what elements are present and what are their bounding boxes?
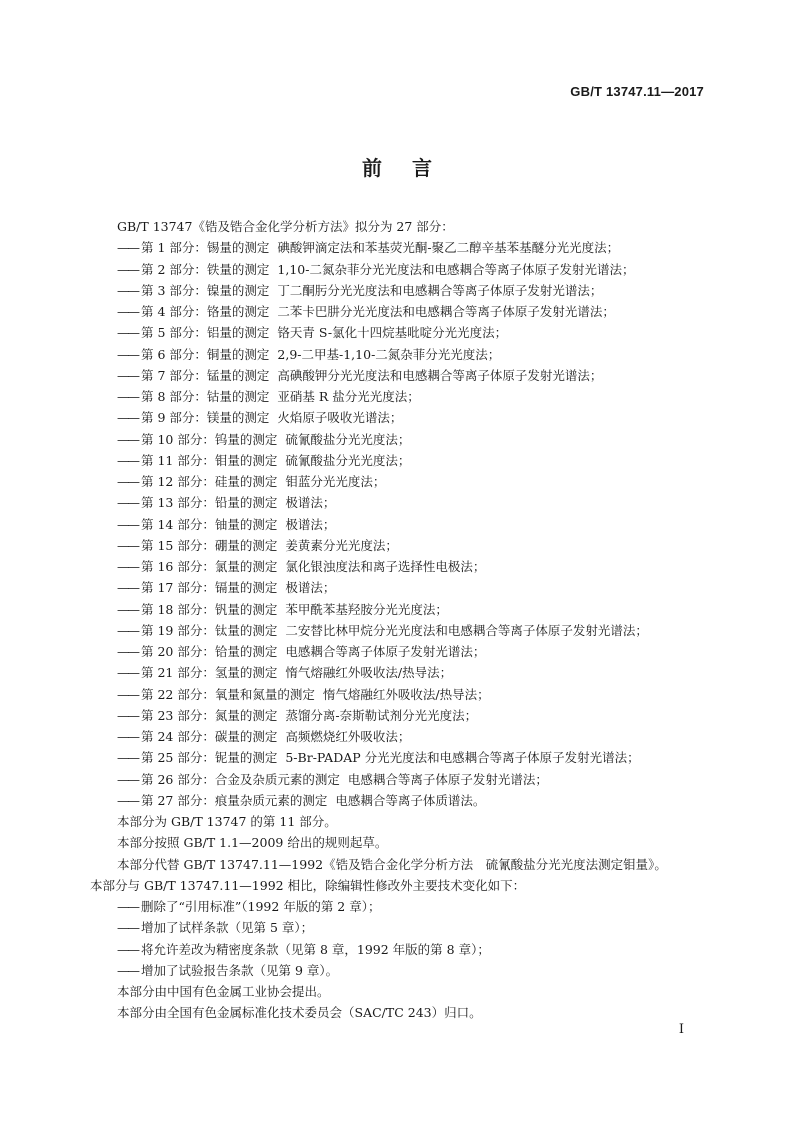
part-method: 高频燃烧红外吸收法；	[285, 729, 411, 744]
part-label: 第 12 部分：硅量的测定	[141, 474, 278, 489]
dash: ——	[117, 346, 138, 362]
change-text: 增加了试样条款（见第 5 章）；	[141, 920, 314, 936]
part-label: 第 1 部分：锡量的测定	[141, 240, 270, 256]
intro-paragraph: GB/T 13747《锆及锆合金化学分析方法》拟分为 27 部分：	[117, 219, 454, 234]
part-method: 惰气熔融红外吸收法/热导法；	[285, 665, 453, 681]
change-text: 增加了试验报告条款（见第 9 章）。	[141, 962, 339, 978]
part-method: 1,10-二氮杂菲分光光度法和电感耦合等离子体原子发射光谱法；	[277, 261, 635, 277]
dash: ——	[117, 644, 138, 659]
page-title: 前言	[362, 156, 462, 180]
dash: ——	[117, 920, 138, 936]
part-label: 第 25 部分：铌量的测定	[141, 750, 278, 766]
part-item	[90, 641, 705, 662]
part-item	[90, 726, 705, 747]
dash: ——	[117, 325, 138, 341]
proposed-by-statement: 本部分由中国有色金属工业协会提出。	[117, 984, 330, 999]
part-label: 第 6 部分：铜量的测定	[141, 346, 270, 362]
change-item	[90, 939, 705, 960]
dash: ——	[117, 240, 138, 256]
part-method: 电感耦合等离子体原子发射光谱法；	[347, 771, 548, 787]
part-method: 极谱法；	[285, 580, 336, 596]
part-item	[90, 365, 705, 386]
drafting-rules-statement: 本部分按照 GB/T 1.1—2009 给出的规则起草。	[117, 835, 388, 851]
part-item	[90, 620, 705, 641]
parts-list	[90, 237, 705, 811]
dash: ——	[117, 686, 138, 702]
dash: ——	[117, 516, 138, 532]
part-item	[90, 407, 705, 428]
dash: ——	[117, 495, 138, 511]
dash: ——	[117, 559, 138, 574]
changes-list	[90, 896, 705, 981]
dash: ——	[117, 282, 138, 298]
dash: ——	[117, 452, 138, 468]
dash: ——	[117, 771, 138, 787]
part-label: 第 10 部分：钨量的测定	[141, 431, 278, 447]
part-label: 第 15 部分：硼量的测定	[141, 537, 278, 553]
part-label: 第 17 部分：镉量的测定	[141, 580, 278, 596]
part-item	[90, 514, 705, 535]
change-text: 将允许差改为精密度条款（见第 8 章，1992 年版的第 8 章）；	[141, 941, 490, 957]
part-method: 苯甲酰苯基羟胺分光光度法；	[285, 601, 448, 617]
part-label: 第 21 部分：氢量的测定	[141, 665, 278, 681]
part-item	[90, 322, 705, 343]
changes-intro: 本部分与 GB/T 13747.11—1992 相比，除编辑性修改外主要技术变化如下：	[90, 877, 526, 893]
part-label: 第 2 部分：铁量的测定	[141, 261, 270, 277]
part-label: 第 19 部分：钛量的测定	[141, 622, 278, 638]
part-method: 极谱法；	[285, 495, 336, 511]
part-item	[90, 684, 705, 705]
dash: ——	[117, 962, 138, 978]
part-label: 第 20 部分：铪量的测定	[141, 644, 278, 659]
part-label: 第 18 部分：钒量的测定	[141, 601, 278, 617]
part-method: 硫氰酸盐分光光度法；	[285, 452, 411, 468]
dash: ——	[117, 665, 138, 681]
part-label: 第 24 部分：碳量的测定	[141, 729, 278, 744]
part-item	[90, 535, 705, 556]
dash: ——	[117, 537, 138, 553]
dash: ——	[117, 729, 138, 744]
part-item	[90, 556, 705, 577]
standard-code: GB/T 13747.11—2017	[570, 84, 704, 99]
dash: ——	[117, 899, 138, 914]
change-item	[90, 960, 705, 981]
dash: ——	[117, 707, 138, 723]
dash: ——	[117, 750, 138, 766]
dash: ——	[117, 622, 138, 638]
part-method: 铬天青 S-氯化十四烷基吡啶分光光度法；	[277, 325, 508, 341]
part-method: 惰气熔融红外吸收法/热导法；	[322, 686, 490, 702]
part-method: 蒸馏分离-奈斯勒试剂分光光度法；	[285, 707, 478, 723]
part-method: 极谱法；	[285, 516, 336, 532]
change-item	[90, 896, 705, 917]
part-label: 第 3 部分：镍量的测定	[141, 282, 270, 298]
part-method: 姜黄素分光光度法；	[285, 537, 398, 553]
part-item	[90, 280, 705, 301]
part-method: 钼蓝分光光度法；	[285, 474, 386, 489]
part-of-statement: 本部分为 GB/T 13747 的第 11 部分。	[117, 814, 337, 829]
part-label: 第 8 部分：钴量的测定	[141, 389, 270, 404]
part-label: 第 26 部分：合金及杂质元素的测定	[141, 771, 340, 787]
part-item	[90, 259, 705, 280]
part-item	[90, 577, 705, 598]
foreword-body	[90, 216, 705, 1024]
part-method: 2,9-二甲基-1,10-二氮杂菲分光光度法；	[277, 346, 501, 362]
dash: ——	[117, 580, 138, 596]
part-item	[90, 662, 705, 683]
part-label: 第 13 部分：铅量的测定	[141, 495, 278, 511]
change-text: 删除了“引用标准”（1992 年版的第 2 章）；	[141, 899, 381, 914]
part-item	[90, 790, 705, 811]
dash: ——	[117, 431, 138, 447]
part-item	[90, 344, 705, 365]
page-number: I	[678, 1022, 684, 1037]
part-item	[90, 429, 705, 450]
replaces-statement: 本部分代替 GB/T 13747.11—1992《锆及锆合金化学分析方法 硫氰酸盐分光光度法测定钼量》。	[117, 856, 667, 872]
managed-by-statement: 本部分由全国有色金属标准化技术委员会（SAC/TC 243）归口。	[117, 1005, 482, 1021]
dash: ——	[117, 410, 138, 426]
dash: ——	[117, 792, 138, 808]
dash: ——	[117, 941, 138, 957]
part-item	[90, 705, 705, 726]
part-label: 第 9 部分：镁量的测定	[141, 410, 270, 426]
part-item	[90, 237, 705, 258]
dash: ——	[117, 367, 138, 383]
part-method: 二安替比林甲烷分光光度法和电感耦合等离子体原子发射光谱法；	[285, 622, 648, 638]
dash: ——	[117, 601, 138, 617]
part-item	[90, 301, 705, 322]
part-item	[90, 747, 705, 768]
part-item	[90, 450, 705, 471]
part-label: 第 4 部分：铬量的测定	[141, 304, 270, 319]
part-method: 火焰原子吸收光谱法；	[277, 410, 403, 426]
part-method: 二苯卡巴肼分光光度法和电感耦合等离子体原子发射光谱法；	[277, 304, 615, 319]
part-item	[90, 492, 705, 513]
dash: ——	[117, 304, 138, 319]
part-method: 丁二酮肟分光光度法和电感耦合等离子体原子发射光谱法；	[277, 282, 603, 298]
part-item	[90, 386, 705, 407]
part-label: 第 7 部分：锰量的测定	[141, 367, 270, 383]
part-method: 电感耦合等离子体质谱法。	[335, 792, 486, 808]
part-method: 亚硝基 R 盐分光光度法；	[277, 389, 420, 404]
part-item	[90, 471, 705, 492]
part-label: 第 23 部分：氮量的测定	[141, 707, 278, 723]
part-method: 碘酸钾滴定法和苯基荧光酮-聚乙二醇辛基苯基醚分光光度法；	[277, 240, 620, 256]
part-method: 电感耦合等离子体原子发射光谱法；	[285, 644, 486, 659]
change-item	[90, 917, 705, 938]
part-method: 5-Br-PADAP 分光光度法和电感耦合等离子体原子发射光谱法；	[285, 750, 640, 766]
dash: ——	[117, 389, 138, 404]
part-label: 第 16 部分：氯量的测定	[141, 559, 278, 574]
part-method: 高碘酸钾分光光度法和电感耦合等离子体原子发射光谱法；	[277, 367, 603, 383]
dash: ——	[117, 474, 138, 489]
part-label: 第 22 部分：氧量和氮量的测定	[141, 686, 315, 702]
part-method: 硫氰酸盐分光光度法；	[285, 431, 411, 447]
dash: ——	[117, 261, 138, 277]
part-item	[90, 599, 705, 620]
part-label: 第 14 部分：铀量的测定	[141, 516, 278, 532]
part-label: 第 11 部分：钼量的测定	[141, 452, 278, 468]
part-label: 第 27 部分：痕量杂质元素的测定	[141, 792, 328, 808]
part-method: 氯化银浊度法和离子选择性电极法；	[285, 559, 486, 574]
part-item	[90, 769, 705, 790]
part-label: 第 5 部分：铝量的测定	[141, 325, 270, 341]
